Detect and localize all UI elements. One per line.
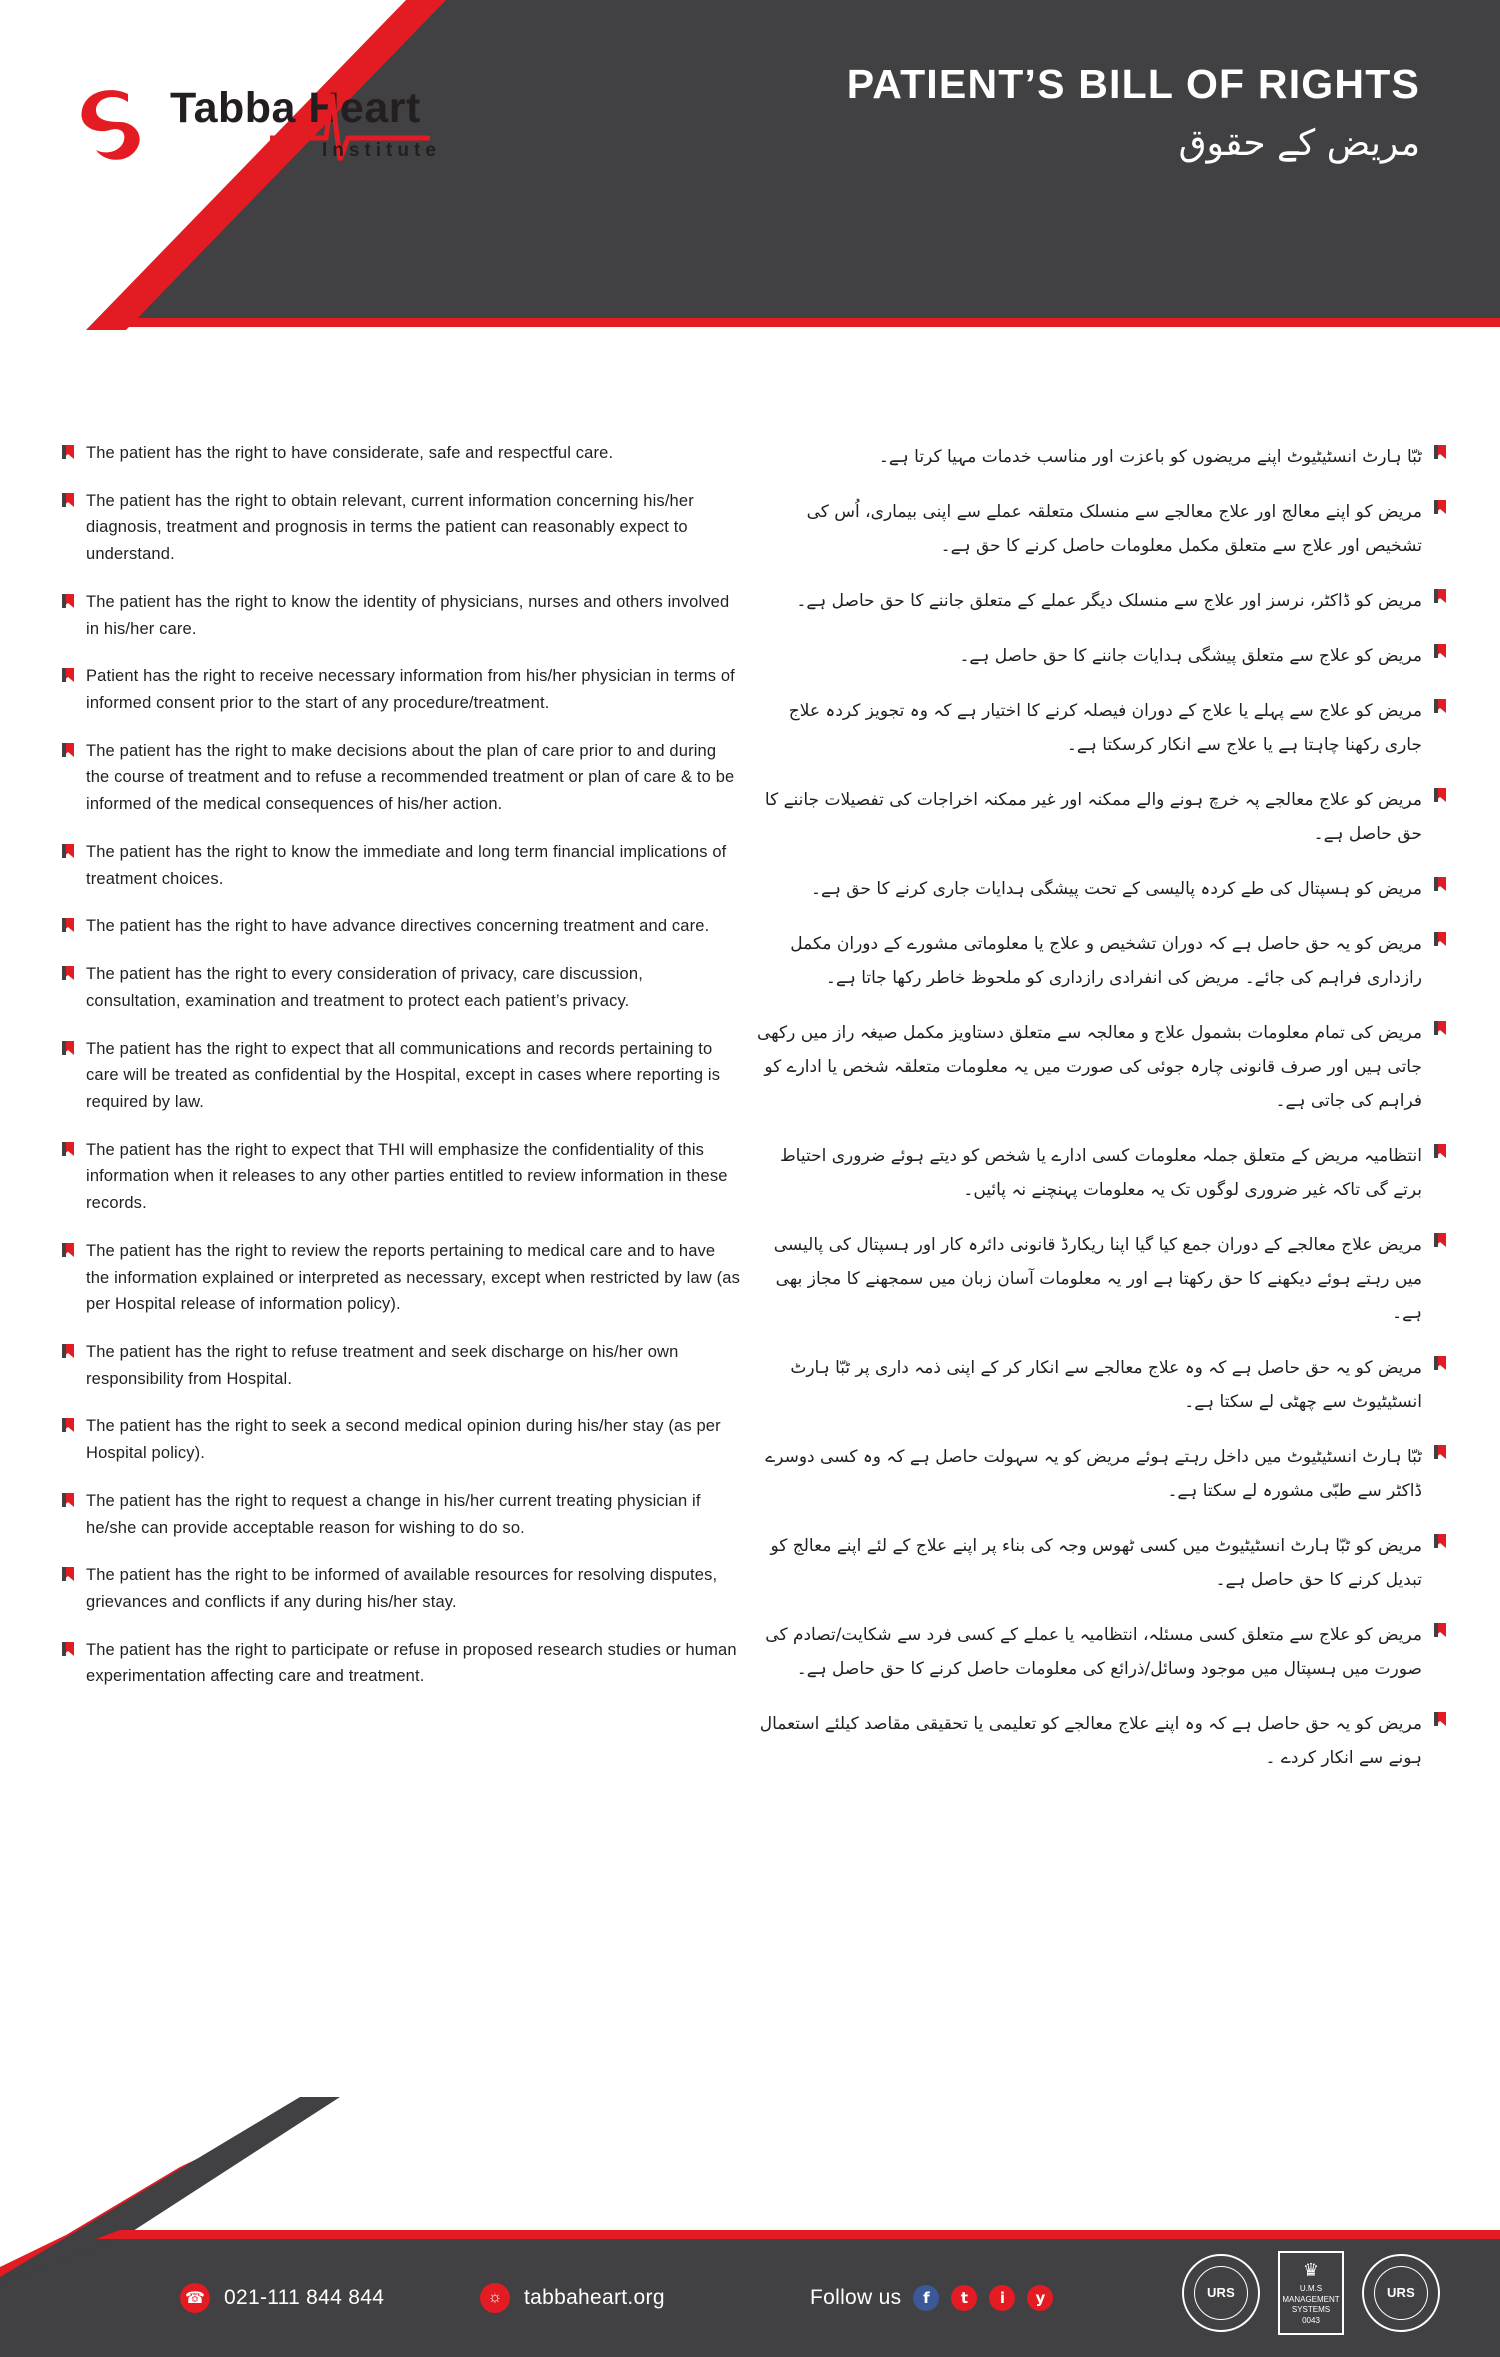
list-item-text: مریض کو یہ حق حاصل ہے کہ دوران تشخیص و علاج یا معلوماتی مشورے کے دوران مکمل رازداری فراہم کی جائے۔ مریض کی انفرادی رازداری کو ملحوظ خاطر رکھا جاتا ہے۔ bbox=[790, 934, 1422, 988]
list-item-text: مریض کو علاج سے متعلق پیشگی ہدایات جاننے کا حق حاصل ہے۔ bbox=[959, 646, 1422, 666]
list-item bbox=[748, 495, 1448, 563]
list-item-text: مریض کو اپنے معالج اور علاج معالجے سے منسلک متعلقہ عملے سے اپنی بیماری، اُس کی تشخیص اور علاج سے متعلق مکمل معلومات حاصل کرنے کا حق ہے۔ bbox=[806, 502, 1422, 556]
bookmark-bullet-icon bbox=[1432, 698, 1448, 714]
bookmark-bullet-icon bbox=[1432, 931, 1448, 947]
list-item bbox=[748, 694, 1448, 762]
list-item-text: The patient has the right to request a change in his/her current treating physician if he/she can provide acceptable reason for wishing to do so. bbox=[86, 1491, 701, 1537]
list-item-text: انتظامیہ مریض کے متعلق جملہ معلومات کسی ادارے یا شخص کو دیتے ہوئے ضروری احتیاط برتے گی تاکہ غیر ضروری لوگوں تک یہ معلومات پہنچنے نہ پائیں۔ bbox=[779, 1146, 1422, 1200]
list-item-text: مریض علاج معالجے کے دوران جمع کیا گیا اپنا ریکارڈ قانونی دائرہ کار اور ہسپتال کی پالیسی میں رہتے ہوئے دیکھنے کا حق رکھتا ہے اور یہ معلومات آسان زبان میں سمجھنے کا مجاز بھی ہے۔ bbox=[773, 1235, 1422, 1323]
bookmark-bullet-icon bbox=[1432, 1444, 1448, 1460]
list-item bbox=[60, 1238, 740, 1318]
list-item bbox=[748, 1529, 1448, 1597]
logo-subtitle: Institute bbox=[322, 140, 441, 161]
list-item-text: The patient has the right to have considerate, safe and respectful care. bbox=[86, 444, 614, 462]
bookmark-bullet-icon bbox=[1432, 588, 1448, 604]
facebook-icon[interactable]: f bbox=[913, 2285, 939, 2311]
list-item-text: The patient has the right to obtain relevant, current information concerning his/her diagnosis, treatment and prognosis in terms the patient can reasonably expect to understand. bbox=[86, 491, 694, 564]
list-item-text: The patient has the right to expect that THI will emphasize the confidentiality of this information when it releases to any other parties entitled to review information in these records. bbox=[86, 1140, 728, 1213]
list-item bbox=[60, 738, 740, 818]
header-red-bar bbox=[121, 318, 1500, 327]
list-item bbox=[748, 440, 1448, 474]
list-item bbox=[60, 1036, 740, 1116]
list-item bbox=[748, 783, 1448, 851]
list-item-text: مریض کو ٹبّا ہارٹ انسٹیٹیوٹ میں کسی ٹھوس وجہ کی بناء پر اپنے علاج کے لئے اپنے معالج کو تبدیل کرنے کا حق حاصل ہے۔ bbox=[770, 1536, 1422, 1590]
page-footer bbox=[0, 2057, 1500, 2357]
bookmark-bullet-icon bbox=[1432, 1533, 1448, 1549]
logo-heart-icon bbox=[72, 84, 150, 168]
list-item-text: مریض کو ڈاکٹر، نرسز اور علاج سے منسلک دیگر عملے کے متعلق جاننے کا حق حاصل ہے۔ bbox=[796, 591, 1422, 611]
list-item bbox=[748, 639, 1448, 673]
list-item bbox=[60, 440, 740, 467]
list-item bbox=[748, 1618, 1448, 1686]
bookmark-bullet-icon bbox=[60, 742, 76, 758]
crown-icon: ♛ bbox=[1302, 2260, 1320, 2281]
list-item-text: The patient has the right to refuse treatment and seek discharge on his/her own responsibility from Hospital. bbox=[86, 1342, 679, 1388]
bookmark-bullet-icon bbox=[1432, 1232, 1448, 1248]
bookmark-bullet-icon bbox=[60, 1417, 76, 1433]
list-item-text: مریض کو علاج معالجے پہ خرچ ہونے والے ممکنہ اور غیر ممکنہ اخراجات کی تفصیلات جاننے کا حق حاصل ہے۔ bbox=[764, 790, 1422, 844]
list-item-text: مریض کو ہسپتال کی طے کردہ پالیسی کے تحت پیشگی ہدایات جاری کرنے کا حق ہے۔ bbox=[811, 879, 1422, 899]
list-item bbox=[60, 663, 740, 716]
list-item-text: ٹبّا ہارٹ انسٹیٹیوٹ میں داخل رہتے ہوئے مریض کو یہ سہولت حاصل ہے کہ وہ کسی دوسرے ڈاکٹر سے طبّی مشورہ لے سکتا ہے۔ bbox=[765, 1447, 1422, 1501]
list-item bbox=[60, 1137, 740, 1217]
list-item-text: مریض کو علاج سے پہلے یا علاج کے دوران فیصلہ کرنے کا اختیار ہے کہ وہ تجویز کردہ علاج جاری رکھنا چاہتا ہے یا علاج سے انکار کرسکتا ہے۔ bbox=[788, 701, 1422, 755]
globe-icon: ☼ bbox=[480, 2283, 510, 2313]
footer-red-line bbox=[0, 2230, 1500, 2239]
bookmark-bullet-icon bbox=[60, 444, 76, 460]
bookmark-bullet-icon bbox=[1432, 1020, 1448, 1036]
list-item bbox=[748, 1440, 1448, 1508]
logo-wordmark: Tabba Heart bbox=[170, 84, 421, 132]
list-item bbox=[748, 1228, 1448, 1330]
bookmark-bullet-icon bbox=[1432, 787, 1448, 803]
bookmark-bullet-icon bbox=[60, 1040, 76, 1056]
ums-subtitle: MANAGEMENT SYSTEMS bbox=[1282, 2295, 1340, 2314]
list-item-text: مریض کو یہ حق حاصل ہے کہ وہ اپنے علاج معالجے کو تعلیمی یا تحقیقی مقاصد کیلئے استعمال ہونے سے انکار کردے ۔ bbox=[759, 1714, 1422, 1768]
bookmark-bullet-icon bbox=[60, 593, 76, 609]
list-item-text: The patient has the right to review the reports pertaining to medical care and to have the information explained or interpreted as necessary, except when restricted by law (as per Hospital release of information policy). bbox=[86, 1241, 740, 1314]
list-item bbox=[60, 488, 740, 568]
list-item bbox=[60, 839, 740, 892]
ums-certification-badge bbox=[1278, 2251, 1344, 2335]
bookmark-bullet-icon bbox=[60, 1566, 76, 1582]
bookmark-bullet-icon bbox=[1432, 1355, 1448, 1371]
rights-column-urdu bbox=[748, 440, 1448, 1796]
list-item bbox=[60, 913, 740, 940]
list-item bbox=[60, 1413, 740, 1466]
bookmark-bullet-icon bbox=[60, 843, 76, 859]
list-item bbox=[748, 1139, 1448, 1207]
list-item-text: Patient has the right to receive necessary information from his/her physician in terms of informed consent prior to the start of any procedure/treatment. bbox=[86, 667, 735, 713]
bookmark-bullet-icon bbox=[1432, 876, 1448, 892]
list-item-text: The patient has the right to be informed of available resources for resolving disputes, grievances and conflicts if any during his/her stay. bbox=[86, 1566, 718, 1611]
list-item bbox=[60, 961, 740, 1014]
phone-icon: ☎ bbox=[180, 2283, 210, 2313]
bookmark-bullet-icon bbox=[60, 1343, 76, 1359]
youtube-icon[interactable]: y bbox=[1027, 2285, 1053, 2311]
footer-website[interactable] bbox=[480, 2283, 665, 2313]
list-item-text: The patient has the right to participate or refuse in proposed research studies or human experimentation affecting care and treatment. bbox=[86, 1640, 737, 1686]
bookmark-bullet-icon bbox=[1432, 643, 1448, 659]
list-item bbox=[60, 1339, 740, 1392]
list-item bbox=[748, 1707, 1448, 1775]
footer-phone-text: 021-111 844 844 bbox=[224, 2286, 385, 2309]
bookmark-bullet-icon bbox=[60, 1141, 76, 1157]
rights-column-english bbox=[60, 440, 740, 1711]
list-item bbox=[748, 1351, 1448, 1419]
page-title: PATIENT’S BILL OF RIGHTS bbox=[846, 61, 1420, 107]
page-header bbox=[0, 0, 1500, 330]
bookmark-bullet-icon bbox=[60, 965, 76, 981]
footer-phone[interactable] bbox=[180, 2283, 384, 2313]
footer-website-text: tabbaheart.org bbox=[524, 2286, 665, 2309]
list-item bbox=[748, 1016, 1448, 1118]
twitter-icon[interactable]: t bbox=[951, 2285, 977, 2311]
page-title-urdu: مریض کے حقوق bbox=[1178, 123, 1420, 165]
page-title-block bbox=[847, 62, 1420, 164]
follow-us-label: Follow us bbox=[810, 2286, 902, 2309]
list-item-text: The patient has the right to know the identity of physicians, nurses and others involved in his/her care. bbox=[86, 592, 730, 638]
bookmark-bullet-icon bbox=[1432, 1143, 1448, 1159]
bookmark-bullet-icon bbox=[60, 917, 76, 933]
footer-follow-us bbox=[810, 2285, 1053, 2311]
urs-certification-badge-right bbox=[1362, 2254, 1440, 2332]
bookmark-bullet-icon bbox=[60, 1242, 76, 1258]
list-item bbox=[748, 927, 1448, 995]
list-item-text: The patient has the right to every consideration of privacy, care discussion, consultation, examination and treatment to protect each patient’s privacy. bbox=[86, 965, 643, 1010]
list-item bbox=[748, 872, 1448, 906]
list-item-text: The patient has the right to make decisions about the plan of care prior to and during the course of treatment and to refuse a recommended treatment or plan of care & to be informed of the medical consequences of his/her action. bbox=[86, 741, 735, 814]
list-item-text: مریض کو علاج سے متعلق کسی مسئلہ، انتظامیہ یا عملے کے کسی فرد سے شکایت/تصادم کی صورت میں ہسپتال میں موجود وسائل/ذرائع کی معلومات حاصل کرنے کا حق حاصل ہے۔ bbox=[765, 1625, 1422, 1679]
list-item-text: The patient has the right to know the immediate and long term financial implications of treatment choices. bbox=[86, 842, 727, 888]
tabba-heart-logo bbox=[72, 78, 492, 198]
list-item bbox=[60, 1488, 740, 1541]
bookmark-bullet-icon bbox=[60, 1641, 76, 1657]
urs-certification-badge-left bbox=[1182, 2254, 1260, 2332]
list-item bbox=[60, 1637, 740, 1690]
certification-badges bbox=[1182, 2251, 1440, 2335]
ums-title: U.M.S bbox=[1299, 2283, 1323, 2293]
list-item-text: مریض کو یہ حق حاصل ہے کہ وہ علاج معالجے سے انکار کر کے اپنی ذمہ داری پر ٹبّا ہارٹ انسٹیٹیوٹ سے چھٹی لے سکتا ہے۔ bbox=[790, 1358, 1422, 1412]
list-item-text: The patient has the right to have advance directives concerning treatment and care. bbox=[86, 917, 710, 936]
urs-badge-center-text: URS bbox=[1374, 2266, 1428, 2320]
bookmark-bullet-icon bbox=[60, 492, 76, 508]
bookmark-bullet-icon bbox=[1432, 499, 1448, 515]
bookmark-bullet-icon bbox=[60, 1492, 76, 1508]
bookmark-bullet-icon bbox=[1432, 444, 1448, 460]
urs-badge-center-text: URS bbox=[1194, 2266, 1248, 2320]
list-item-text: The patient has the right to expect that all communications and records pertaining to care will be treated as confidential by the Hospital, except in cases where reporting is required by law. bbox=[86, 1039, 721, 1111]
instagram-icon[interactable]: i bbox=[989, 2285, 1015, 2311]
list-item bbox=[60, 1562, 740, 1615]
bookmark-bullet-icon bbox=[60, 667, 76, 683]
list-item bbox=[748, 584, 1448, 618]
ums-code: 0043 bbox=[1302, 2316, 1320, 2326]
bookmark-bullet-icon bbox=[1432, 1711, 1448, 1727]
list-item bbox=[60, 589, 740, 642]
list-item-text: ٹبّا ہارٹ انسٹیٹیوٹ اپنے مریضوں کو باعزت اور مناسب خدمات مہیا کرتا ہے۔ bbox=[878, 447, 1422, 467]
list-item-text: The patient has the right to seek a second medical opinion during his/her stay (as per Hospital policy). bbox=[86, 1417, 721, 1463]
list-item-text: مریض کی تمام معلومات بشمول علاج و معالجہ سے متعلق دستاویز مکمل صیغہ راز میں رکھی جاتی ہیں اور صرف قانونی چارہ جوئی کی صورت میں یہ معلومات متعلقہ شخص یا ادارے کو فراہم کی جاتی ہے۔ bbox=[756, 1023, 1422, 1111]
bookmark-bullet-icon bbox=[1432, 1622, 1448, 1638]
